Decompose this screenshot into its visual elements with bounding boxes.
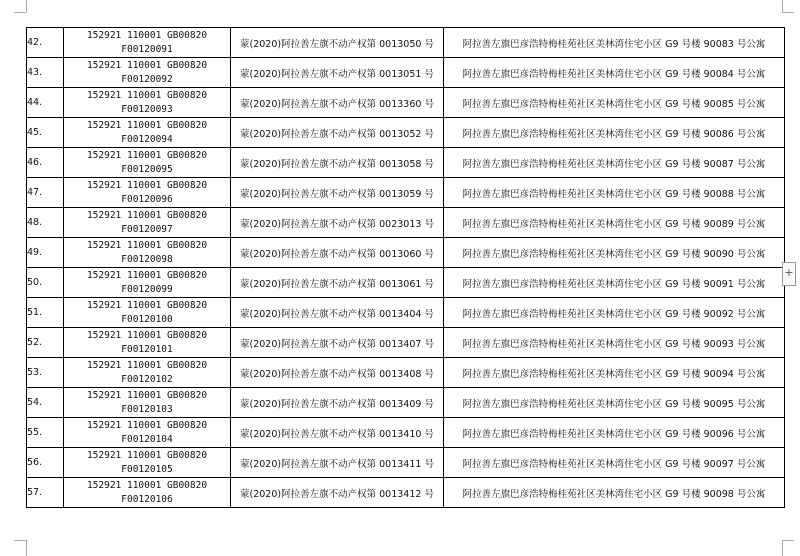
table-row: [27, 208, 785, 238]
unit-code-line2: F00120106: [121, 493, 173, 505]
certificate-number: 蒙(2020)阿拉善左旗不动产权第 0013408 号: [231, 358, 444, 388]
table-row: [27, 298, 785, 328]
row-number: 48.: [27, 208, 64, 238]
property-address: 阿拉善左旗巴彦浩特梅桂苑社区美林湾住宅小区 G9 号楼 90094 号公寓: [444, 358, 785, 388]
unit-code-cell: [64, 238, 231, 268]
unit-code-cell: [64, 448, 231, 478]
row-number: 56.: [27, 448, 64, 478]
unit-code-line2: F00120095: [121, 163, 173, 175]
table-row: [27, 238, 785, 268]
unit-code-line2: F00120092: [121, 73, 173, 85]
row-number: 43.: [27, 58, 64, 88]
crop-mark-top-right-h: [782, 12, 794, 13]
unit-code-line2: F00120104: [121, 433, 173, 445]
unit-code-line2: F00120098: [121, 253, 173, 265]
certificate-number: 蒙(2020)阿拉善左旗不动产权第 0013407 号: [231, 328, 444, 358]
table-row: [27, 88, 785, 118]
row-number: 54.: [27, 388, 64, 418]
certificate-number: 蒙(2020)阿拉善左旗不动产权第 0013410 号: [231, 418, 444, 448]
unit-code-cell: [64, 358, 231, 388]
certificate-number: 蒙(2020)阿拉善左旗不动产权第 0013404 号: [231, 298, 444, 328]
property-address: 阿拉善左旗巴彦浩特梅桂苑社区美林湾住宅小区 G9 号楼 90095 号公寓: [444, 388, 785, 418]
row-number: 50.: [27, 268, 64, 298]
row-number: 49.: [27, 238, 64, 268]
row-number: 45.: [27, 118, 64, 148]
certificate-number: 蒙(2020)阿拉善左旗不动产权第 0013061 号: [231, 268, 444, 298]
property-certificate-table: [26, 27, 785, 508]
certificate-number: 蒙(2020)阿拉善左旗不动产权第 0013411 号: [231, 448, 444, 478]
property-address: 阿拉善左旗巴彦浩特梅桂苑社区美林湾住宅小区 G9 号楼 90098 号公寓: [444, 478, 785, 508]
unit-code-line2: F00120091: [121, 43, 173, 55]
certificate-number: 蒙(2020)阿拉善左旗不动产权第 0013052 号: [231, 118, 444, 148]
unit-code-line1: 152921 110001 GB00820: [86, 209, 208, 221]
unit-code-line2: F00120094: [121, 133, 173, 145]
property-address: 阿拉善左旗巴彦浩特梅桂苑社区美林湾住宅小区 G9 号楼 90084 号公寓: [444, 58, 785, 88]
unit-code-cell: [64, 58, 231, 88]
property-address: 阿拉善左旗巴彦浩特梅桂苑社区美林湾住宅小区 G9 号楼 90092 号公寓: [444, 298, 785, 328]
unit-code-line1: 152921 110001 GB00820: [86, 59, 208, 71]
unit-code-line2: F00120105: [121, 463, 173, 475]
unit-code-line1: 152921 110001 GB00820: [86, 419, 208, 431]
certificate-number: 蒙(2020)阿拉善左旗不动产权第 0013409 号: [231, 388, 444, 418]
property-address: 阿拉善左旗巴彦浩特梅桂苑社区美林湾住宅小区 G9 号楼 90097 号公寓: [444, 448, 785, 478]
unit-code-line2: F00120102: [121, 373, 173, 385]
certificate-number: 蒙(2020)阿拉善左旗不动产权第 0013360 号: [231, 88, 444, 118]
unit-code-line1: 152921 110001 GB00820: [86, 479, 208, 491]
unit-code-cell: [64, 388, 231, 418]
unit-code-line2: F00120101: [121, 343, 173, 355]
crop-mark-top-left-v: [26, 0, 27, 12]
crop-mark-bottom-left-v: [26, 540, 27, 556]
table-row: [27, 328, 785, 358]
unit-code-cell: [64, 328, 231, 358]
unit-code-cell: [64, 208, 231, 238]
unit-code-line1: 152921 110001 GB00820: [86, 149, 208, 161]
property-address: 阿拉善左旗巴彦浩特梅桂苑社区美林湾住宅小区 G9 号楼 90083 号公寓: [444, 28, 785, 58]
table-row: [27, 148, 785, 178]
unit-code-cell: [64, 28, 231, 58]
property-address: 阿拉善左旗巴彦浩特梅桂苑社区美林湾住宅小区 G9 号楼 90088 号公寓: [444, 178, 785, 208]
certificate-number: 蒙(2020)阿拉善左旗不动产权第 0023013 号: [231, 208, 444, 238]
property-address: 阿拉善左旗巴彦浩特梅桂苑社区美林湾住宅小区 G9 号楼 90086 号公寓: [444, 118, 785, 148]
unit-code-cell: [64, 118, 231, 148]
unit-code-line2: F00120103: [121, 403, 173, 415]
table-row: [27, 448, 785, 478]
unit-code-line1: 152921 110001 GB00820: [86, 449, 208, 461]
property-address: 阿拉善左旗巴彦浩特梅桂苑社区美林湾住宅小区 G9 号楼 90091 号公寓: [444, 268, 785, 298]
unit-code-line1: 152921 110001 GB00820: [86, 329, 208, 341]
property-address: 阿拉善左旗巴彦浩特梅桂苑社区美林湾住宅小区 G9 号楼 90093 号公寓: [444, 328, 785, 358]
table-row: [27, 268, 785, 298]
crop-mark-bottom-right-v: [782, 540, 783, 556]
unit-code-line1: 152921 110001 GB00820: [86, 239, 208, 251]
row-number: 46.: [27, 148, 64, 178]
unit-code-cell: [64, 88, 231, 118]
unit-code-line1: 152921 110001 GB00820: [86, 299, 208, 311]
unit-code-line2: F00120099: [121, 283, 173, 295]
certificate-number: 蒙(2020)阿拉善左旗不动产权第 0013051 号: [231, 58, 444, 88]
unit-code-line2: F00120093: [121, 103, 173, 115]
table-row: [27, 358, 785, 388]
row-number: 51.: [27, 298, 64, 328]
crop-mark-top-right-v: [782, 0, 783, 12]
unit-code-line2: F00120100: [121, 313, 173, 325]
table-row: [27, 478, 785, 508]
table-row: [27, 418, 785, 448]
unit-code-cell: [64, 268, 231, 298]
unit-code-line1: 152921 110001 GB00820: [86, 89, 208, 101]
row-number: 47.: [27, 178, 64, 208]
unit-code-line1: 152921 110001 GB00820: [86, 269, 208, 281]
unit-code-cell: [64, 148, 231, 178]
property-address: 阿拉善左旗巴彦浩特梅桂苑社区美林湾住宅小区 G9 号楼 90089 号公寓: [444, 208, 785, 238]
row-number: 42.: [27, 28, 64, 58]
unit-code-cell: [64, 418, 231, 448]
unit-code-line1: 152921 110001 GB00820: [86, 29, 208, 41]
unit-code-line1: 152921 110001 GB00820: [86, 179, 208, 191]
property-address: 阿拉善左旗巴彦浩特梅桂苑社区美林湾住宅小区 G9 号楼 90096 号公寓: [444, 418, 785, 448]
row-number: 44.: [27, 88, 64, 118]
unit-code-cell: [64, 478, 231, 508]
table-row: [27, 28, 785, 58]
certificate-number: 蒙(2020)阿拉善左旗不动产权第 0013059 号: [231, 178, 444, 208]
unit-code-cell: [64, 298, 231, 328]
unit-code-cell: [64, 178, 231, 208]
certificate-number: 蒙(2020)阿拉善左旗不动产权第 0013060 号: [231, 238, 444, 268]
row-number: 55.: [27, 418, 64, 448]
plus-icon[interactable]: +: [782, 262, 796, 286]
table-row: [27, 388, 785, 418]
property-address: 阿拉善左旗巴彦浩特梅桂苑社区美林湾住宅小区 G9 号楼 90090 号公寓: [444, 238, 785, 268]
unit-code-line2: F00120097: [121, 223, 173, 235]
certificate-number: 蒙(2020)阿拉善左旗不动产权第 0013412 号: [231, 478, 444, 508]
row-number: 52.: [27, 328, 64, 358]
certificate-number: 蒙(2020)阿拉善左旗不动产权第 0013050 号: [231, 28, 444, 58]
unit-code-line1: 152921 110001 GB00820: [86, 359, 208, 371]
crop-mark-bottom-right-h: [782, 540, 794, 541]
crop-mark-bottom-left-h: [14, 540, 26, 541]
table-row: [27, 178, 785, 208]
unit-code-line1: 152921 110001 GB00820: [86, 119, 208, 131]
certificate-number: 蒙(2020)阿拉善左旗不动产权第 0013058 号: [231, 148, 444, 178]
row-number: 53.: [27, 358, 64, 388]
crop-mark-top-left-h: [14, 12, 26, 13]
table-row: [27, 58, 785, 88]
row-number: 57.: [27, 478, 64, 508]
table-row: [27, 118, 785, 148]
property-address: 阿拉善左旗巴彦浩特梅桂苑社区美林湾住宅小区 G9 号楼 90085 号公寓: [444, 88, 785, 118]
property-address: 阿拉善左旗巴彦浩特梅桂苑社区美林湾住宅小区 G9 号楼 90087 号公寓: [444, 148, 785, 178]
unit-code-line2: F00120096: [121, 193, 173, 205]
unit-code-line1: 152921 110001 GB00820: [86, 389, 208, 401]
